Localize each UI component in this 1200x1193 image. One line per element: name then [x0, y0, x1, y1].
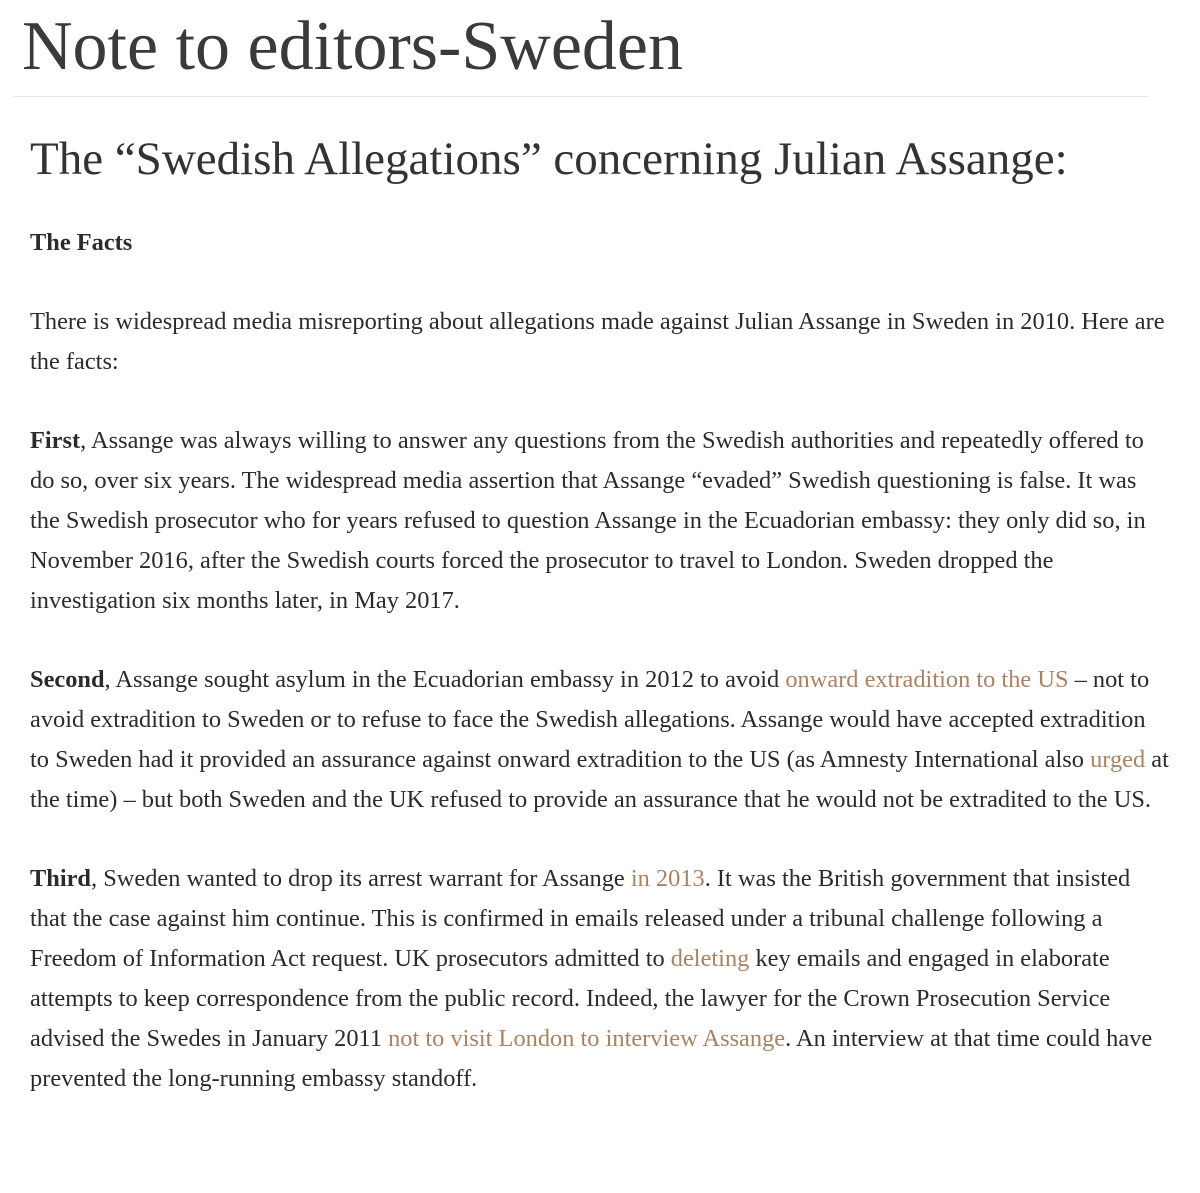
- article-body: [30, 223, 1170, 1138]
- link-in-2013[interactable]: in 2013: [630, 865, 705, 892]
- link-onward-extradition[interactable]: onward extradition to the US: [785, 666, 1069, 693]
- paragraph-second: [30, 660, 1170, 820]
- paragraph-text: . An interview at that time could have prevented the long-running embassy standoff.: [30, 1025, 1153, 1092]
- paragraph-first: [30, 421, 1170, 621]
- page-title: Note to editors-Sweden: [22, 8, 683, 85]
- link-deleting[interactable]: deleting: [670, 945, 750, 972]
- paragraph-lead-first: First: [30, 427, 81, 454]
- paragraph-text: . It was the British government that insisted that the case against him continue. This is confirmed in emails released under a tribunal challenge following a Freedom of Information Act request. UK prosecutors admitted to: [30, 865, 1131, 972]
- paragraph-text: , Assange sought asylum in the Ecuadorian embassy in 2012 to avoid: [104, 666, 786, 693]
- paragraph-lead-third: Third: [30, 865, 92, 892]
- paragraph-third: [30, 859, 1170, 1099]
- paragraph-text: key emails and engaged in elaborate attempts to keep correspondence from the public record. Indeed, the lawyer for the Crown Prosecution Service advised the Swedes in January 2011: [30, 945, 1111, 1052]
- link-urged[interactable]: urged: [1090, 746, 1146, 773]
- title-divider: [14, 96, 1148, 97]
- link-not-to-visit-london[interactable]: not to visit London to interview Assange: [388, 1025, 786, 1052]
- paragraph-text: at the time) – but both Sweden and the UK refused to provide an assurance that he would not be extradited to the US.: [30, 746, 1169, 813]
- section-subheading: The Facts: [30, 229, 133, 256]
- paragraph-lead-second: Second: [30, 666, 105, 693]
- intro-paragraph: There is widespread media misreporting about allegations made against Julian Assange in Sweden in 2010. Here are the facts:: [30, 308, 1165, 375]
- paragraph-text: – not to avoid extradition to Sweden or to refuse to face the Swedish allegations. Assange would have accepted extradition to Sweden had it provided an assurance against onward extradition to the US (as Amnesty International also: [30, 666, 1150, 773]
- paragraph-text: , Sweden wanted to drop its arrest warrant for Assange: [91, 865, 631, 892]
- article-heading: The “Swedish Allegations” concerning Julian Assange:: [30, 133, 1068, 185]
- paragraph-text: , Assange was always willing to answer any questions from the Swedish authorities and repeatedly offered to do so, over six years. The widespread media assertion that Assange “evaded” Swedish questioning is false. It was the Swedish prosecutor who for years refused to question Assange in the Ecuadorian embassy: they only did so, in November 2016, after the Swedish courts forced the prosecutor to travel to London. Sweden dropped the investigation six months later, in May 2017.: [30, 427, 1146, 614]
